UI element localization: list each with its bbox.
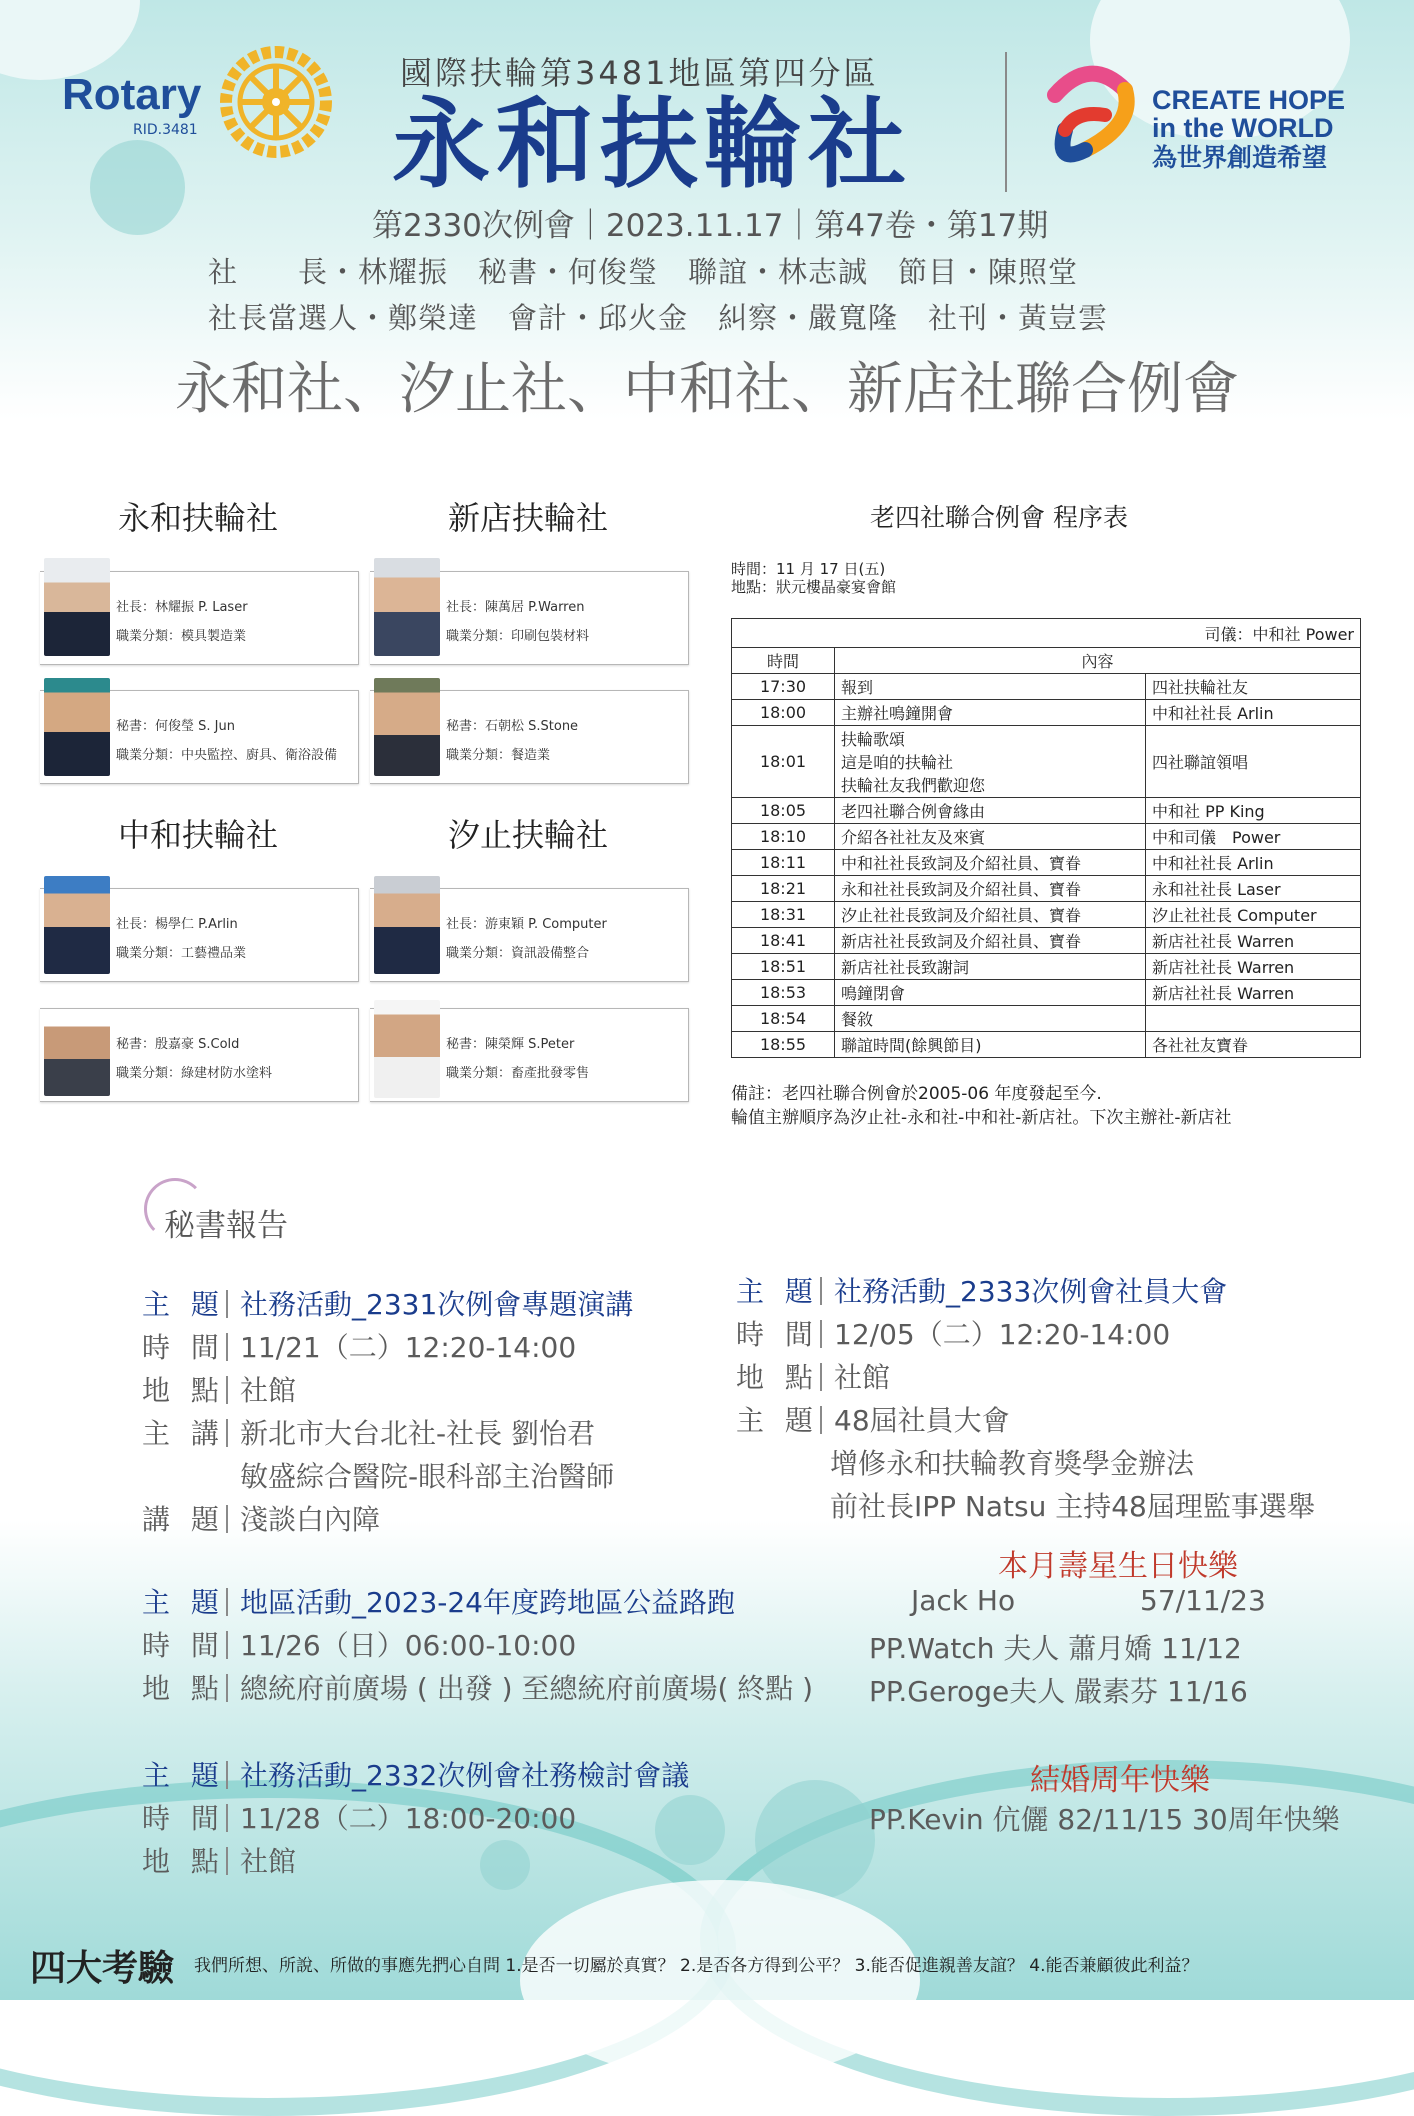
member-name: 社長：林耀振 P. Laser [116,600,248,615]
program-time-cell: 18:51 [732,954,835,980]
create-hope-text [1152,86,1345,171]
member-name: 秘書：陳榮輝 S.Peter [446,1037,575,1052]
event2-sub-topic: 48屆社員大會 [834,1404,1010,1437]
program-content-line: 介紹各社社友及來賓 [841,828,986,847]
label-subject: 講 題 [142,1503,225,1536]
program-content-line: 主辦社鳴鐘開會 [841,704,954,723]
program-content-line: 中和社社長致詞及介紹社員、寶眷 [841,854,1082,873]
event2-line3: 前社長IPP Natsu 主持48屆理監事選舉 [830,1490,1315,1523]
table-row [732,619,1361,648]
event1-subject: 淺談白內障 [240,1503,381,1536]
birthday-name-1: Jack Ho [911,1584,1016,1617]
rid-label: RID.3481 [133,122,198,138]
column-header-content: 內容 [835,648,1361,674]
member-occupation: 職業分類：畜產批發零售 [446,1066,590,1081]
program-time-cell: 18:05 [732,798,835,824]
slogan-zh: 為世界創造希望 [1152,143,1328,172]
table-row [732,674,1361,700]
event1-speaker-title: 敏盛綜合醫院-眼科部主治醫師 [240,1460,615,1493]
program-content-line: 新店社社長致謝詞 [841,958,970,977]
member-photo [374,876,440,974]
program-content-line: 聯誼時間(餘興節目) [841,1036,982,1055]
program-content-line: 報到 [841,678,874,697]
program-time-cell: 18:01 [732,726,835,798]
program-content-cell [835,928,1146,954]
program-time-cell: 18:11 [732,850,835,876]
member-occupation: 職業分類：工藝禮品業 [116,946,247,961]
program-person-cell: 各社社友寶眷 [1146,1032,1361,1058]
member-occupation: 職業分類：模具製造業 [116,629,247,644]
table-row [732,850,1361,876]
member-name: 秘書：何俊瑩 S. Jun [116,719,235,734]
event1-speaker: 新北市大台北社-社長 劉怡君 [240,1417,596,1450]
program-content-cell [835,850,1146,876]
member-occupation: 職業分類：資訊設備整合 [446,946,590,961]
program-time-cell: 18:10 [732,824,835,850]
officers-row-1: 社 長・林耀振 秘書・何俊瑩 聯誼・林志誠 節目・陳照堂 [208,255,1079,289]
event3-topic: 地區活動_2023-24年度跨地區公益路跑 [240,1586,735,1619]
club-name-xindian: 新店扶輪社 [448,499,609,537]
program-content-cell [835,726,1146,798]
label-topic: 主 題 [142,1288,225,1321]
club-name-xizhi: 汐止扶輪社 [448,816,609,854]
member-name: 秘書：石朝松 S.Stone [446,719,579,734]
program-content-line: 老四社聯合例會緣由 [841,802,986,821]
event-block-2 [736,1270,1315,1528]
event-block-3 [142,1581,813,1710]
program-content-cell [835,1006,1146,1032]
program-time-cell: 18:54 [732,1006,835,1032]
label-topic: 主 題 [142,1759,225,1792]
label-time: 時 間 [736,1318,819,1351]
event2-line2: 增修永和扶輪教育獎學金辦法 [830,1447,1195,1480]
anniversary-title: 結婚周年快樂 [1030,1763,1210,1798]
secretary-report-title: 秘書報告 [164,1208,288,1244]
table-row [732,954,1361,980]
program-content-line: 永和社社長致詞及介紹社員、寶眷 [841,880,1082,899]
program-content-cell [835,876,1146,902]
member-photo [374,1000,440,1098]
program-info [731,560,896,596]
event3-time: 11/26（日）06:00-10:00 [240,1629,577,1662]
rotary-wordmark: Rotary [62,70,202,119]
program-person-cell [1146,1006,1361,1032]
bubble-decoration [755,1780,875,1900]
program-note-line2: 輪值主辦順序為汐止社-永和社-中和社-新店社。下次主辦社-新店社 [731,1108,1232,1128]
table-row [732,824,1361,850]
anniversary-line: PP.Kevin 伉儷 82/11/15 30周年快樂 [869,1803,1340,1836]
member-name: 秘書：殷嘉豪 S.Cold [116,1037,240,1052]
member-photo [374,558,440,656]
event2-place: 社館 [834,1361,891,1394]
birthday-title: 本月壽星生日快樂 [998,1549,1238,1584]
member-photo [374,678,440,776]
event1-place: 社館 [240,1374,297,1407]
program-person-cell: 新店社社長 Warren [1146,980,1361,1006]
create-hope-logo-icon [1035,55,1145,175]
table-row [732,1006,1361,1032]
table-row [732,798,1361,824]
program-content-cell [835,902,1146,928]
event4-topic: 社務活動_2332次例會社務檢討會議 [240,1759,690,1792]
program-content-cell [835,674,1146,700]
event-block-4 [142,1754,689,1883]
program-person-cell: 汐止社社長 Computer [1146,902,1361,928]
program-person-cell: 四社扶輪社友 [1146,674,1361,700]
member-photo [44,876,110,974]
program-person-cell: 中和社社長 Arlin [1146,850,1361,876]
program-content-line: 鳴鐘閉會 [841,984,906,1003]
event1-topic: 社務活動_2331次例會專題演講 [240,1288,634,1321]
table-row [732,876,1361,902]
label-place: 地 點 [142,1374,225,1407]
program-time-cell: 18:00 [732,700,835,726]
table-row [732,1032,1361,1058]
program-title: 老四社聯合例會 程序表 [870,503,1128,532]
label-topic: 主 題 [142,1586,225,1619]
event2-topic: 社務活動_2333次例會社員大會 [834,1275,1228,1308]
officers-row-2: 社長當選人・鄭榮達 會計・邱火金 糾察・嚴寬隆 社刊・黃豈雲 [208,301,1109,335]
label-time: 時 間 [142,1629,225,1662]
label-place: 地 點 [142,1672,225,1705]
program-content-cell [835,980,1146,1006]
slogan-line1: CREATE HOPE [1152,85,1346,115]
club-name-zhonghe: 中和扶輪社 [118,816,279,854]
program-table [731,618,1361,1058]
member-photo [44,1014,110,1096]
member-occupation: 職業分類：餐造業 [446,748,551,763]
event4-place: 社館 [240,1845,297,1878]
program-place: 地點：狀元樓晶豪宴會館 [731,578,897,596]
program-content-line: 新店社社長致詞及介紹社員、寶眷 [841,932,1082,951]
program-time-cell: 18:55 [732,1032,835,1058]
district-label: 國際扶輪第3481地區第四分區 [400,54,879,92]
member-occupation: 職業分類：印刷包裝材料 [446,629,590,644]
label-time: 時 間 [142,1331,225,1364]
emcee-cell: 司儀：中和社 Power [732,619,1361,648]
label-place: 地 點 [142,1845,225,1878]
event3-place: 總統府前廣場 ( 出發 ) 至總統府前廣場( 終點 ) [240,1672,814,1705]
program-person-cell: 中和社社長 Arlin [1146,700,1361,726]
four-way-test-title: 四大考驗 [30,1948,175,1989]
club-name-yonghe: 永和扶輪社 [118,499,279,537]
program-person-cell: 永和社社長 Laser [1146,876,1361,902]
bubble-decoration [520,1880,920,2080]
program-time-cell: 17:30 [732,674,835,700]
program-content-cell [835,1032,1146,1058]
club-title: 永和扶輪社 [392,87,913,202]
column-header-time: 時間 [732,648,835,674]
event1-time: 11/21（二）12:20-14:00 [240,1331,577,1364]
table-row [732,726,1361,798]
member-occupation: 職業分類：中央監控、廚具、衛浴設備 [116,748,338,763]
member-occupation: 職業分類：綠建材防水塗料 [116,1066,273,1081]
header-divider [1005,52,1007,192]
joint-meeting-title: 永和社、汐止社、中和社、新店社聯合例會 [175,357,1239,422]
program-note-line1: 備註：老四社聯合例會於2005-06 年度發起至今. [731,1084,1102,1104]
label-topic: 主 題 [736,1275,819,1308]
program-time-cell: 18:53 [732,980,835,1006]
birthday-name-2: PP.Watch 夫人 蕭月嬌 11/12 [869,1632,1242,1665]
table-row [732,902,1361,928]
program-content-line: 扶輪歌頌 [841,730,906,749]
label-speaker: 主 講 [142,1417,225,1450]
program-content-cell [835,954,1146,980]
program-time-cell: 18:31 [732,902,835,928]
program-content-cell [835,700,1146,726]
program-content-cell [835,824,1146,850]
program-time-cell: 18:41 [732,928,835,954]
program-person-cell: 新店社社長 Warren [1146,954,1361,980]
program-person-cell: 四社聯誼領唱 [1146,726,1361,798]
label-place: 地 點 [736,1361,819,1394]
table-row [732,928,1361,954]
program-person-cell: 中和社 PP King [1146,798,1361,824]
program-time-cell: 18:21 [732,876,835,902]
rotary-wheel-icon [214,40,338,164]
birthday-name-3: PP.Geroge夫人 嚴素芬 11/16 [869,1675,1248,1708]
label-time: 時 間 [142,1802,225,1835]
event2-time: 12/05（二）12:20-14:00 [834,1318,1171,1351]
program-note [731,1082,1232,1130]
member-name: 社長：陳萬居 P.Warren [446,600,585,615]
table-row [732,700,1361,726]
program-content-line: 扶輪社友我們歡迎您 [841,776,986,795]
event4-time: 11/28（二）18:00-20:00 [240,1802,577,1835]
member-photo [44,678,110,776]
event-block-1 [142,1283,633,1541]
four-way-test-text: 我們所想、所說、所做的事應先捫心自問 1.是否一切屬於真實？ 2.是否各方得到公平？ 3.能否促進親善友誼？ 4.能否兼顧彼此利益？ [194,1956,1199,1976]
birthday-date-1: 57/11/23 [1140,1584,1266,1617]
slogan-line2: in the WORLD [1152,113,1334,144]
table-header-row [732,648,1361,674]
member-name: 社長：楊學仁 P.Arlin [116,917,238,932]
program-content-line: 這是咱的扶輪社 [841,753,954,772]
member-photo [44,558,110,656]
program-person-cell: 新店社社長 Warren [1146,928,1361,954]
program-time: 時間：11 月 17 日(五) [731,560,886,578]
program-person-cell: 中和司儀 Power [1146,824,1361,850]
meeting-info: 第2330次例會｜2023.11.17｜第47卷・第17期 [372,208,1049,244]
bubble-decoration [90,140,185,235]
member-name: 社長：游東穎 P. Computer [446,917,607,932]
program-content-cell [835,798,1146,824]
label-topic: 主 題 [736,1404,819,1437]
program-content-line: 汐止社社長致詞及介紹社員、寶眷 [841,906,1082,925]
table-row [732,980,1361,1006]
program-content-line: 餐敘 [841,1010,874,1029]
